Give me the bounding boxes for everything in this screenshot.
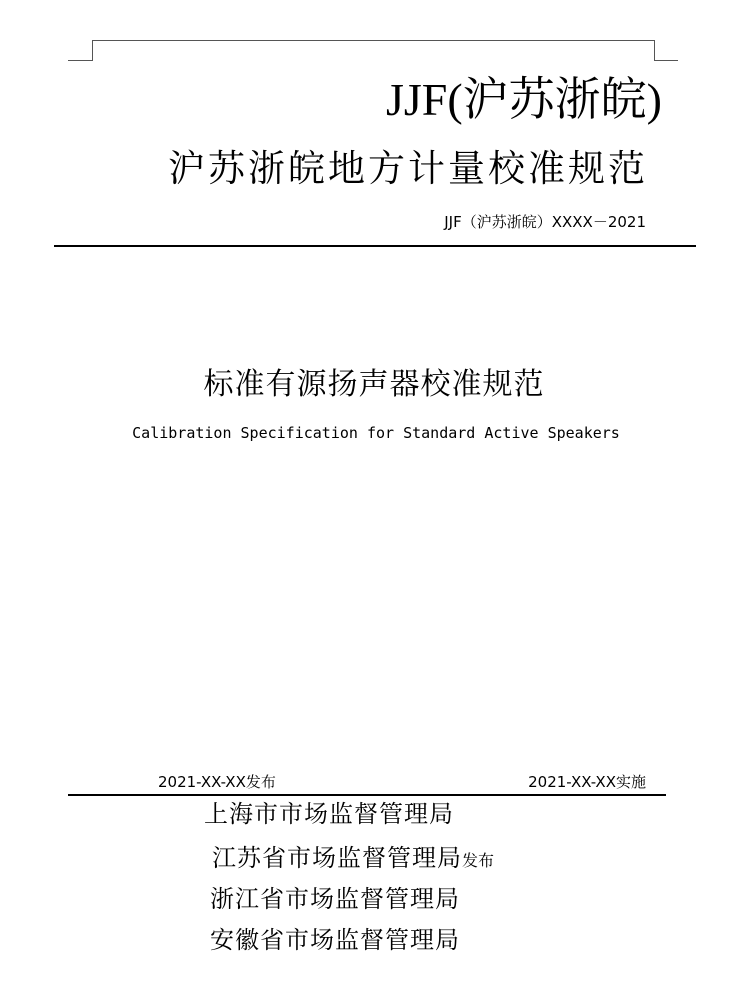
top-border-line	[92, 40, 654, 41]
document-title-english: Calibration Specification for Standard Active Speakers	[132, 424, 620, 442]
crop-mark-top-right-vertical	[654, 40, 655, 61]
publish-label: 发布	[462, 851, 495, 870]
issue-date: 2021-XX-XX发布	[158, 773, 276, 791]
header-divider	[54, 245, 696, 247]
crop-mark-top-left-vertical	[92, 40, 93, 61]
crop-mark-top-left-horizontal	[68, 60, 92, 61]
implementation-date: 2021-XX-XX实施	[528, 773, 646, 791]
agency-zhejiang: 浙江省市场监督管理局	[210, 885, 460, 913]
agency-jiangsu-row	[212, 840, 494, 879]
agency-shanghai: 上海市市场监督管理局	[204, 800, 454, 828]
specification-category-title: 沪苏浙皖地方计量校准规范	[168, 147, 648, 190]
agency-anhui: 安徽省市场监督管理局	[210, 926, 460, 954]
crop-mark-top-right-horizontal	[654, 60, 678, 61]
standard-code-title: JJF(沪苏浙皖)	[385, 74, 662, 125]
agency-jiangsu: 江苏省市场监督管理局	[212, 844, 462, 872]
document-number: JJF（沪苏浙皖）XXXX－2021	[444, 213, 646, 231]
document-title-chinese: 标准有源扬声器校准规范	[203, 367, 545, 402]
